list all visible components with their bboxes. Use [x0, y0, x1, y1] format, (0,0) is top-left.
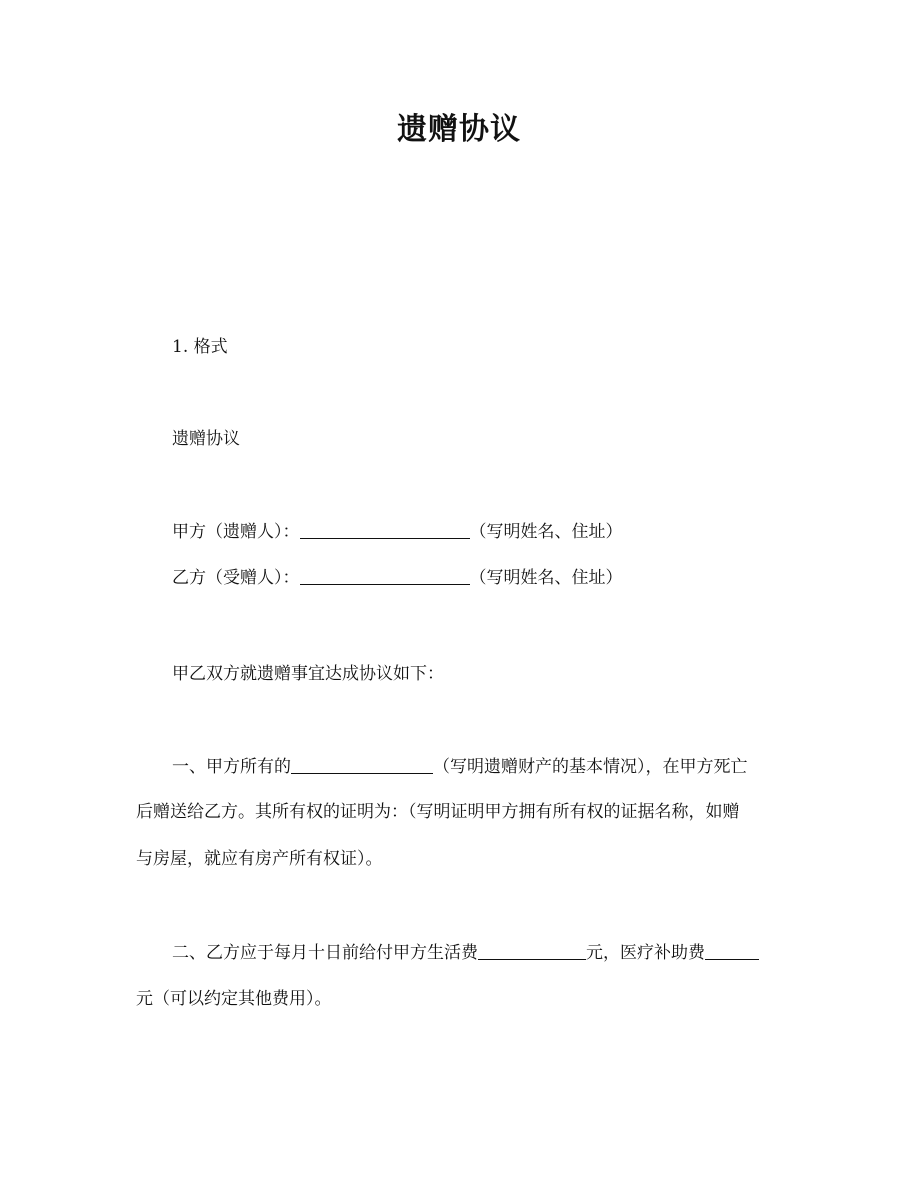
- clause2-mid: 元，医疗补助费: [586, 943, 705, 963]
- party-b-line: [172, 566, 623, 590]
- party-a-blank: [300, 522, 470, 539]
- party-b-blank: [300, 568, 470, 585]
- party-b-hint: （写明姓名、住址）: [469, 568, 623, 588]
- clause2-line1: [172, 941, 759, 965]
- document-title: 遗赠协议: [397, 112, 521, 147]
- party-b-label: 乙方（受赠人）：: [172, 568, 300, 588]
- clause1-after-blank: （写明遗赠财产的基本情况），在甲方死亡: [433, 757, 748, 777]
- party-a-line: [172, 520, 623, 544]
- intro-paragraph: 甲乙双方就遗赠事宜达成协议如下：: [172, 664, 444, 684]
- living-expense-blank: [478, 943, 586, 960]
- clause1-property-blank: [291, 757, 433, 774]
- clause1-line1: [172, 755, 748, 779]
- section-heading: 1. 格式: [172, 337, 228, 357]
- party-a-label: 甲方（遗赠人）：: [172, 522, 300, 542]
- clause2-line2: 元（可以约定其他费用）。: [136, 989, 332, 1009]
- agreement-subtitle: 遗赠协议: [172, 429, 240, 449]
- clause1-line3: 与房屋，就应有房产所有权证）。: [136, 849, 383, 869]
- clause2-start: 二、乙方应于每月十日前给付甲方生活费: [172, 943, 478, 963]
- clause1-line2: 后赠送给乙方。其所有权的证明为：（写明证明甲方拥有所有权的证据名称，如赠: [136, 802, 740, 822]
- party-a-hint: （写明姓名、住址）: [469, 522, 623, 542]
- clause1-start: 一、甲方所有的: [172, 757, 291, 777]
- medical-subsidy-blank: [705, 943, 759, 960]
